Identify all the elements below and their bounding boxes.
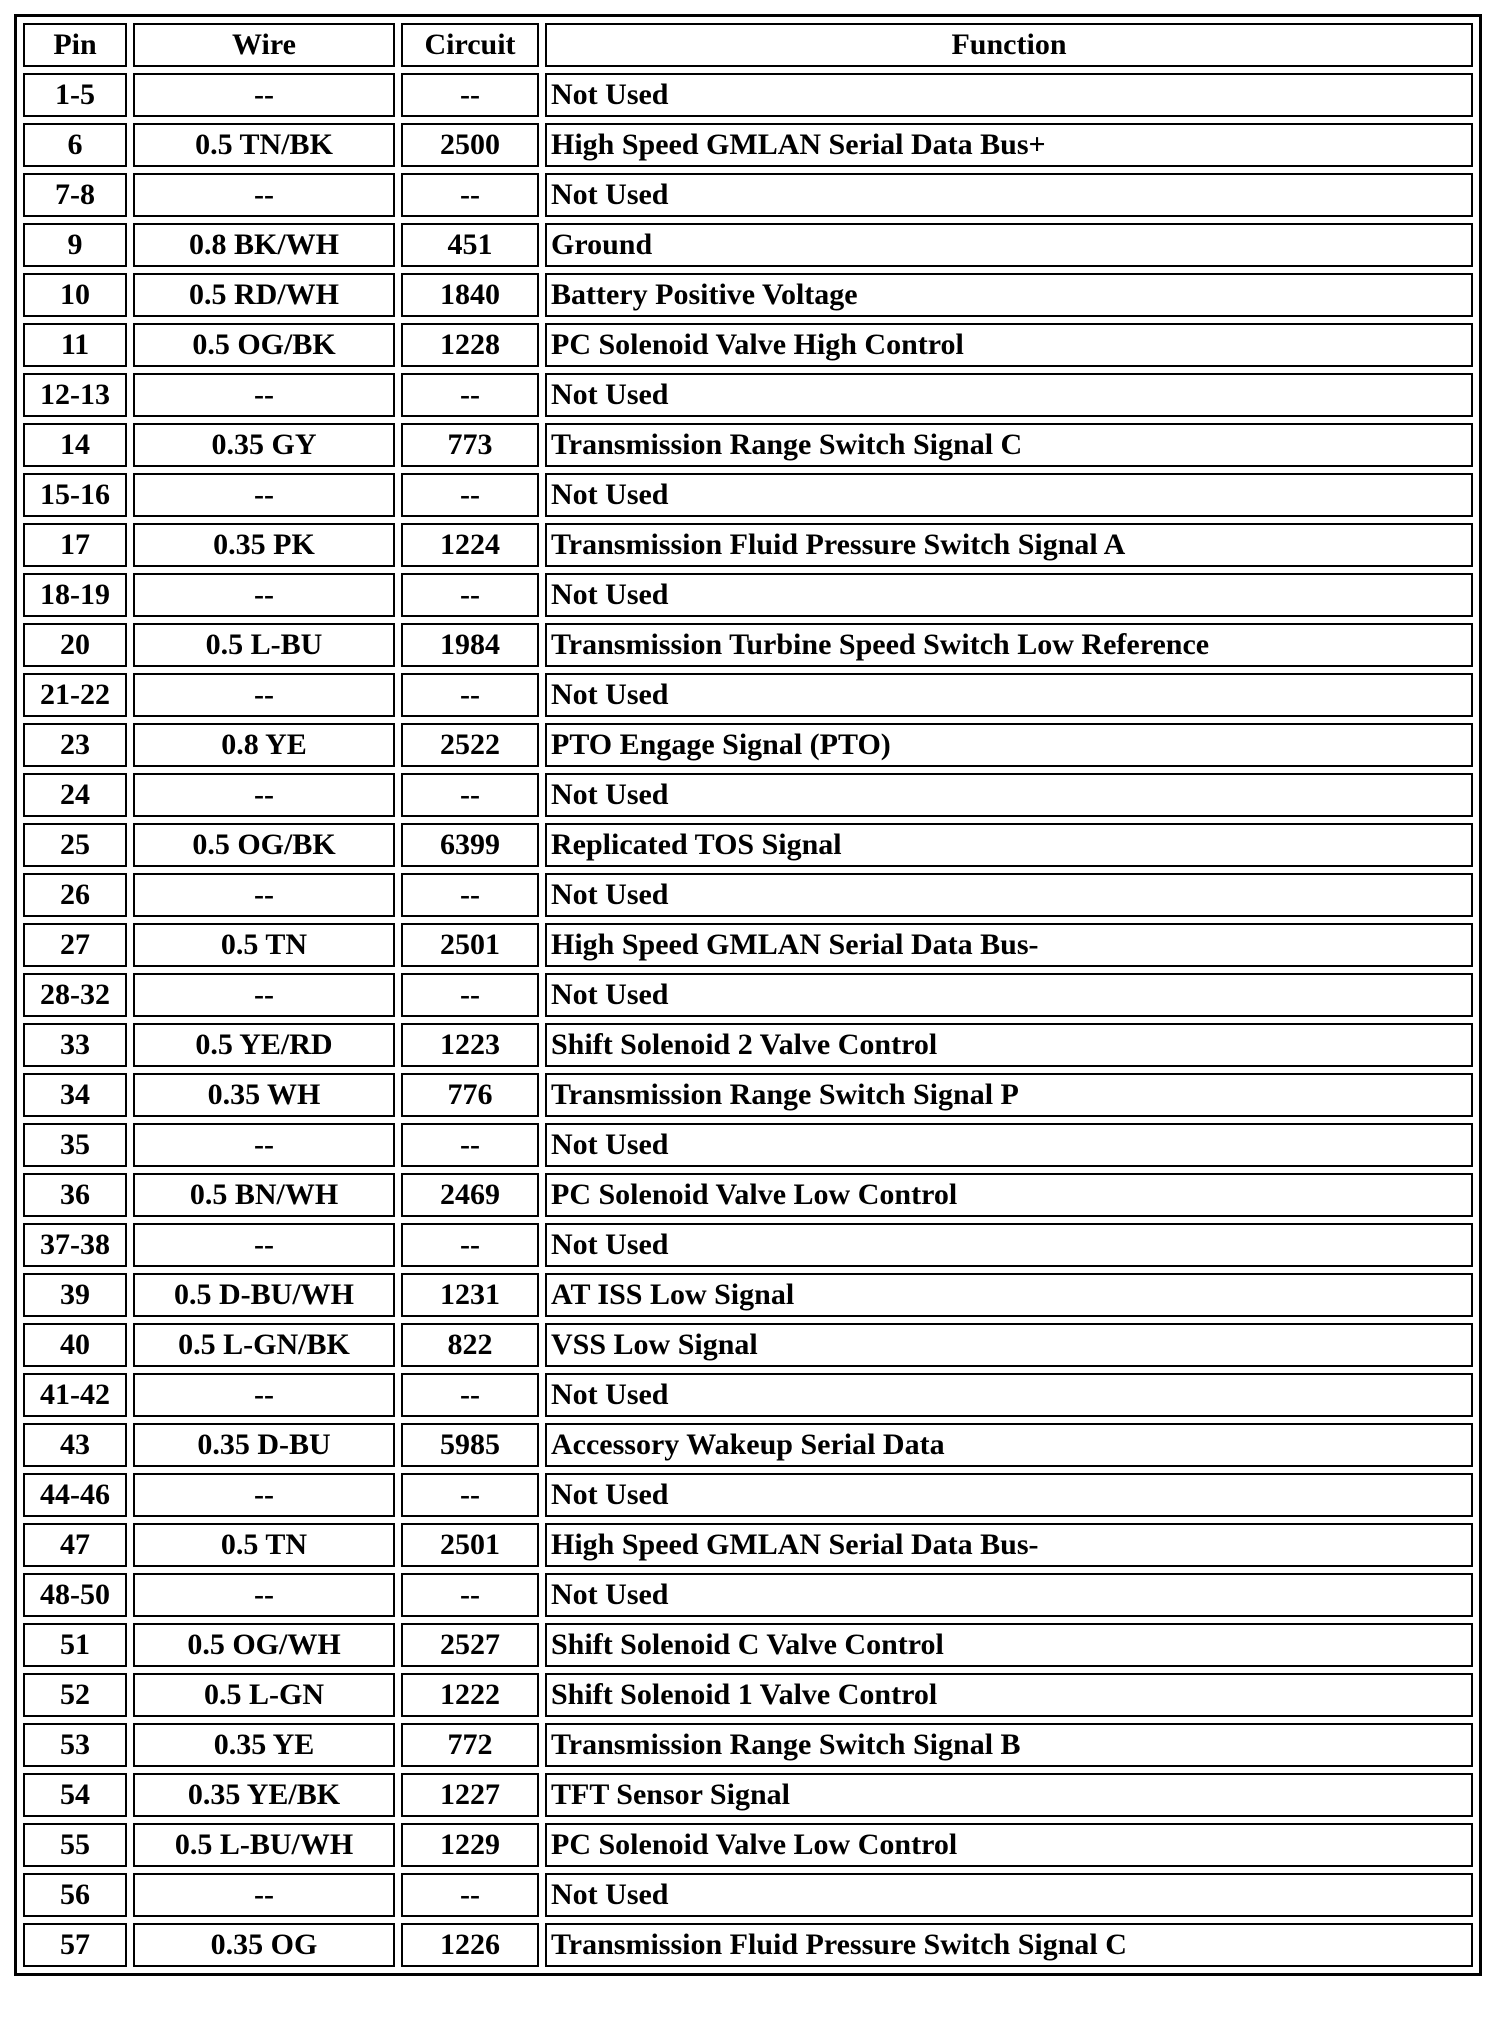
pin-cell: 57 [23,1923,127,1967]
wire-cell: 0.5 TN/BK [133,123,395,167]
circuit-column-header: Circuit [401,23,539,67]
circuit-cell: 776 [401,1073,539,1117]
wire-cell: -- [133,573,395,617]
pin-cell: 17 [23,523,127,567]
wire-cell: 0.5 OG/WH [133,1623,395,1667]
pin-column-header: Pin [23,23,127,67]
circuit-cell: -- [401,1873,539,1917]
circuit-cell: -- [401,73,539,117]
function-cell: Not Used [545,1573,1473,1617]
table-row [23,1523,1473,1567]
circuit-cell: 451 [401,223,539,267]
function-cell: High Speed GMLAN Serial Data Bus+ [545,123,1473,167]
circuit-cell: 1228 [401,323,539,367]
table-row [23,573,1473,617]
pin-cell: 15-16 [23,473,127,517]
circuit-cell: 1227 [401,1773,539,1817]
table-row [23,73,1473,117]
table-row [23,173,1473,217]
function-cell: PC Solenoid Valve High Control [545,323,1473,367]
pin-cell: 26 [23,873,127,917]
table-row [23,1773,1473,1817]
wire-cell: 0.8 BK/WH [133,223,395,267]
pin-cell: 1-5 [23,73,127,117]
circuit-cell: -- [401,773,539,817]
wire-cell: -- [133,673,395,717]
circuit-cell: -- [401,1123,539,1167]
circuit-cell: -- [401,573,539,617]
function-cell: Transmission Range Switch Signal C [545,423,1473,467]
circuit-cell: 1224 [401,523,539,567]
table-row [23,873,1473,917]
function-cell: Not Used [545,1123,1473,1167]
circuit-cell: -- [401,1373,539,1417]
table-row [23,1673,1473,1717]
wire-cell: 0.35 PK [133,523,395,567]
circuit-cell: 822 [401,1323,539,1367]
function-cell: Not Used [545,473,1473,517]
table-row [23,773,1473,817]
function-cell: Not Used [545,1473,1473,1517]
circuit-cell: 2522 [401,723,539,767]
circuit-cell: 772 [401,1723,539,1767]
table-row [23,1423,1473,1467]
pin-cell: 34 [23,1073,127,1117]
pin-cell: 9 [23,223,127,267]
wire-cell: 0.35 GY [133,423,395,467]
table-row [23,223,1473,267]
function-cell: Not Used [545,773,1473,817]
circuit-cell: 2469 [401,1173,539,1217]
pin-cell: 12-13 [23,373,127,417]
pin-cell: 36 [23,1173,127,1217]
pin-cell: 28-32 [23,973,127,1017]
wire-cell: -- [133,1373,395,1417]
function-cell: Shift Solenoid 1 Valve Control [545,1673,1473,1717]
wire-cell: 0.5 TN [133,1523,395,1567]
table-row [23,1123,1473,1167]
circuit-cell: -- [401,1473,539,1517]
table-row [23,1273,1473,1317]
circuit-cell: -- [401,673,539,717]
table-row [23,1223,1473,1267]
function-cell: Not Used [545,873,1473,917]
wire-cell: -- [133,473,395,517]
wire-cell: 0.5 L-GN [133,1673,395,1717]
pin-cell: 27 [23,923,127,967]
wire-cell: 0.5 YE/RD [133,1023,395,1067]
pin-rows [23,73,1473,1967]
wire-cell: -- [133,973,395,1017]
circuit-cell: -- [401,373,539,417]
wire-cell: 0.35 WH [133,1073,395,1117]
wire-cell: 0.5 L-GN/BK [133,1323,395,1367]
wire-cell: -- [133,1573,395,1617]
wire-cell: -- [133,1873,395,1917]
pin-cell: 14 [23,423,127,467]
pin-cell: 33 [23,1023,127,1067]
function-cell: Not Used [545,1373,1473,1417]
table-row [23,473,1473,517]
wire-cell: 0.35 OG [133,1923,395,1967]
wire-cell: -- [133,773,395,817]
wire-cell: 0.5 OG/BK [133,823,395,867]
circuit-cell: 2527 [401,1623,539,1667]
pin-cell: 21-22 [23,673,127,717]
pin-cell: 23 [23,723,127,767]
pin-cell: 56 [23,1873,127,1917]
function-cell: Transmission Fluid Pressure Switch Signal A [545,523,1473,567]
table-row [23,1623,1473,1667]
pin-cell: 54 [23,1773,127,1817]
function-cell: Replicated TOS Signal [545,823,1473,867]
table-row [23,373,1473,417]
wire-cell: -- [133,173,395,217]
function-cell: High Speed GMLAN Serial Data Bus- [545,1523,1473,1567]
table-row [23,323,1473,367]
table-row [23,423,1473,467]
circuit-cell: 1226 [401,1923,539,1967]
circuit-cell: 1840 [401,273,539,317]
pin-cell: 35 [23,1123,127,1167]
circuit-cell: -- [401,173,539,217]
table-row [23,973,1473,1017]
circuit-cell: 5985 [401,1423,539,1467]
function-cell: AT ISS Low Signal [545,1273,1473,1317]
circuit-cell: 1223 [401,1023,539,1067]
wire-column-header: Wire [133,23,395,67]
wire-cell: 0.5 L-BU/WH [133,1823,395,1867]
table-row [23,1723,1473,1767]
circuit-cell: 6399 [401,823,539,867]
function-column-header: Function [545,23,1473,67]
pin-cell: 55 [23,1823,127,1867]
function-cell: VSS Low Signal [545,1323,1473,1367]
function-cell: Transmission Range Switch Signal B [545,1723,1473,1767]
function-cell: High Speed GMLAN Serial Data Bus- [545,923,1473,967]
circuit-cell: -- [401,873,539,917]
wire-cell: -- [133,873,395,917]
pin-cell: 41-42 [23,1373,127,1417]
pin-cell: 10 [23,273,127,317]
table-row [23,1823,1473,1867]
circuit-cell: 1984 [401,623,539,667]
function-cell: Shift Solenoid C Valve Control [545,1623,1473,1667]
wire-cell: 0.8 YE [133,723,395,767]
pin-cell: 37-38 [23,1223,127,1267]
table-row [23,1473,1473,1517]
table-row [23,823,1473,867]
function-cell: PC Solenoid Valve Low Control [545,1823,1473,1867]
wire-cell: 0.5 BN/WH [133,1173,395,1217]
wire-cell: 0.5 TN [133,923,395,967]
table-row [23,1373,1473,1417]
table-row [23,1923,1473,1967]
pin-cell: 44-46 [23,1473,127,1517]
wire-cell: 0.35 D-BU [133,1423,395,1467]
pin-cell: 48-50 [23,1573,127,1617]
function-cell: Not Used [545,373,1473,417]
pin-cell: 6 [23,123,127,167]
function-cell: Not Used [545,173,1473,217]
function-cell: Not Used [545,673,1473,717]
pin-cell: 43 [23,1423,127,1467]
table-row [23,123,1473,167]
function-cell: Battery Positive Voltage [545,273,1473,317]
table-row [23,1023,1473,1067]
circuit-cell: -- [401,1223,539,1267]
pin-cell: 53 [23,1723,127,1767]
wire-cell: 0.5 L-BU [133,623,395,667]
circuit-cell: 1222 [401,1673,539,1717]
function-cell: Accessory Wakeup Serial Data [545,1423,1473,1467]
function-cell: Not Used [545,1223,1473,1267]
circuit-cell: 773 [401,423,539,467]
pin-cell: 25 [23,823,127,867]
pin-cell: 47 [23,1523,127,1567]
connector-pinout-table [14,14,1482,1976]
circuit-cell: -- [401,473,539,517]
function-cell: Not Used [545,573,1473,617]
pin-cell: 7-8 [23,173,127,217]
function-cell: TFT Sensor Signal [545,1773,1473,1817]
header-row [23,23,1473,67]
function-cell: Transmission Turbine Speed Switch Low Reference [545,623,1473,667]
table-row [23,923,1473,967]
function-cell: Transmission Fluid Pressure Switch Signal C [545,1923,1473,1967]
table-row [23,1073,1473,1117]
table-row [23,523,1473,567]
wire-cell: 0.5 RD/WH [133,273,395,317]
function-cell: Transmission Range Switch Signal P [545,1073,1473,1117]
wire-cell: -- [133,1223,395,1267]
pin-cell: 39 [23,1273,127,1317]
circuit-cell: 2501 [401,1523,539,1567]
circuit-cell: -- [401,973,539,1017]
pin-cell: 24 [23,773,127,817]
wire-cell: -- [133,73,395,117]
table-row [23,1173,1473,1217]
table-row [23,623,1473,667]
table-row [23,1323,1473,1367]
table-row [23,273,1473,317]
pin-cell: 52 [23,1673,127,1717]
wire-cell: 0.35 YE/BK [133,1773,395,1817]
function-cell: Not Used [545,1873,1473,1917]
wire-cell: 0.5 D-BU/WH [133,1273,395,1317]
circuit-cell: 1229 [401,1823,539,1867]
wire-cell: 0.5 OG/BK [133,323,395,367]
function-cell: Shift Solenoid 2 Valve Control [545,1023,1473,1067]
table-row [23,673,1473,717]
function-cell: Not Used [545,973,1473,1017]
table-row [23,1573,1473,1617]
function-cell: Ground [545,223,1473,267]
pin-cell: 18-19 [23,573,127,617]
table-row [23,1873,1473,1917]
table-row [23,723,1473,767]
circuit-cell: 2501 [401,923,539,967]
pin-cell: 20 [23,623,127,667]
pin-cell: 11 [23,323,127,367]
wire-cell: -- [133,1473,395,1517]
wire-cell: -- [133,373,395,417]
wire-cell: -- [133,1123,395,1167]
function-cell: PTO Engage Signal (PTO) [545,723,1473,767]
pin-cell: 51 [23,1623,127,1667]
wire-cell: 0.35 YE [133,1723,395,1767]
circuit-cell: 1231 [401,1273,539,1317]
pin-cell: 40 [23,1323,127,1367]
function-cell: PC Solenoid Valve Low Control [545,1173,1473,1217]
circuit-cell: -- [401,1573,539,1617]
circuit-cell: 2500 [401,123,539,167]
function-cell: Not Used [545,73,1473,117]
